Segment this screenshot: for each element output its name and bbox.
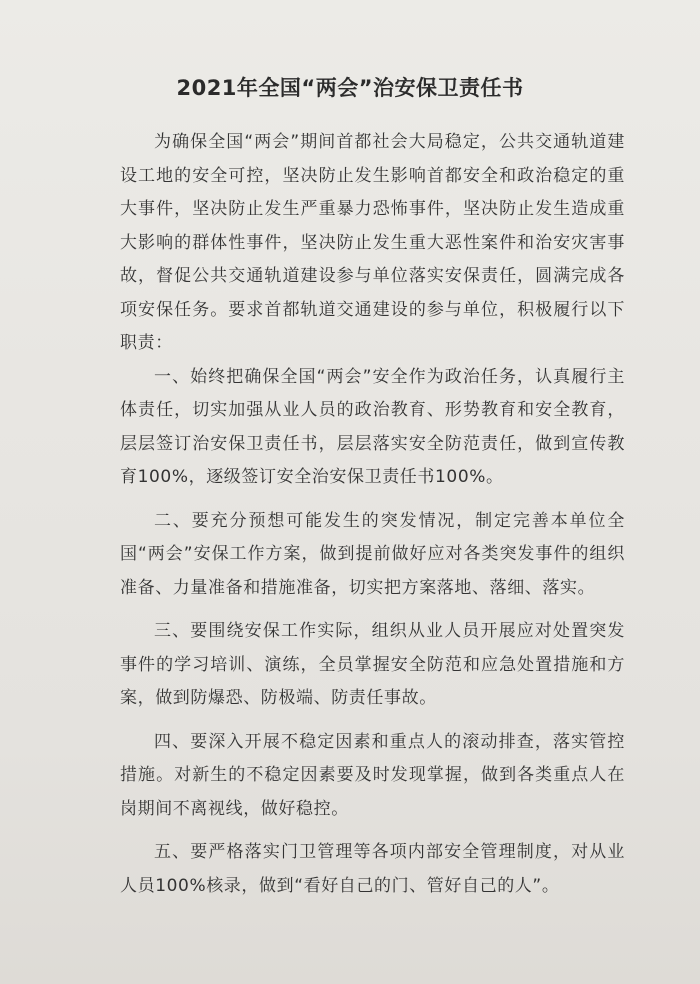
clause-3-paragraph: 三、要围绕安保工作实际，组织从业人员开展应对处置突发事件的学习培训、演练，全员掌握安全防范和应急处置措施和方案，做到防爆恐、防极端、防责任事故。 — [120, 621, 625, 708]
clause-2-paragraph: 二、要充分预想可能发生的突发情况，制定完善本单位全国“两会”安保工作方案，做到提前做好应对各类突发事件的组织准备、力量准备和措施准备，切实把方案落地、落细、落实。 — [120, 510, 625, 598]
clause-4-paragraph: 四、要深入开展不稳定因素和重点人的滚动排查，落实管控措施。对新生的不稳定因素要及时发现掌握，做到各类重点人在岗期间不离视线，做好稳控。 — [120, 731, 625, 819]
clause-5-paragraph: 五、要严格落实门卫管理等各项内部安全管理制度，对从业人员100%核录，做到“看好自己的门、管好自己的人”。 — [120, 842, 625, 896]
clause-1-paragraph: 一、始终把确保全国“两会”安全作为政治任务，认真履行主体责任，切实加强从业人员的政治教育、形势教育和安全教育，层层签订治安保卫责任书，层层落实安全防范责任，做到宣传教育100%，逐级签订安全治安保卫责任书100%。 — [120, 366, 625, 487]
document-body — [120, 126, 625, 903]
intro-paragraph: 为确保全国“两会”期间首都社会大局稳定，公共交通轨道建设工地的安全可控，坚决防止发生影响首都安全和政治稳定的重大事件，坚决防止发生严重暴力恐怖事件，坚决防止发生造成重大影响的群体性事件，坚决防止发生重大恶性案件和治安灾害事故，督促公共交通轨道建设参与单位落实安保责任，圆满完成各项安保任务。要求首都轨道交通建设的参与单位，积极履行以下职责： — [120, 132, 625, 353]
document-title: 2021年全国“两会”治安保卫责任书 — [176, 76, 524, 100]
